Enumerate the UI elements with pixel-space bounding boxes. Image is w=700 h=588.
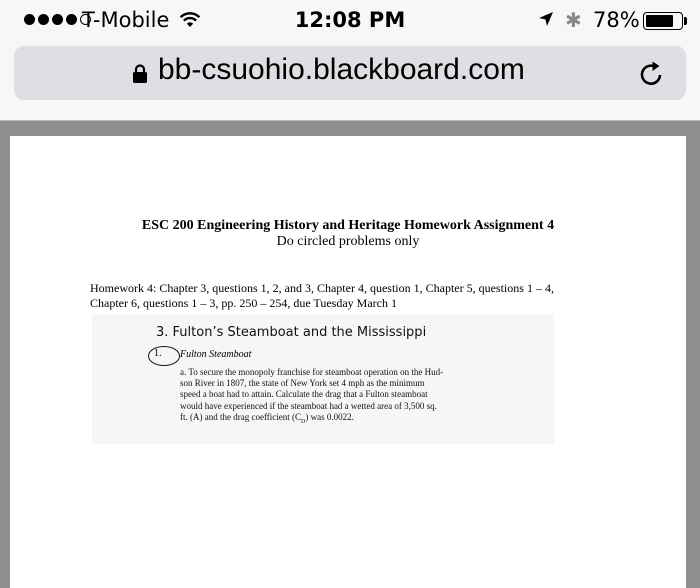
circled-problem-mark (148, 346, 180, 366)
problem-text-line: son River in 1807, the state of New York set 4 mph as the minimum (180, 378, 425, 389)
document-page (10, 136, 686, 588)
battery-percentage: 78% (593, 8, 640, 32)
homework-line: Chapter 6, questions 1 – 3, pp. 250 – 254, due Tuesday March 1 (90, 296, 397, 310)
problem-text (180, 367, 515, 428)
battery-tip (684, 17, 687, 25)
excerpt-heading: 3. Fulton’s Steamboat and the Mississippi (156, 325, 427, 340)
lock-icon (132, 64, 148, 84)
document-subtitle: Do circled problems only (276, 234, 420, 249)
homework-description (90, 281, 630, 311)
location-arrow-icon (538, 11, 554, 27)
problem-text-line: speed a boat had to attain. Calculate the drag that a Fulton steamboat (180, 389, 428, 400)
document-title: ESC 200 Engineering History and Heritage Homework Assignment 4 (141, 218, 555, 233)
battery-icon (643, 12, 683, 30)
status-time: 12:08 PM (294, 8, 406, 32)
address-bar[interactable] (14, 46, 686, 100)
reload-icon[interactable] (638, 58, 666, 88)
problem-text-line: ft. (A) and the drag coefficient $(C_D)$ was 0.0022. (180, 411, 354, 425)
status-bar (0, 0, 700, 42)
browser-chrome (0, 0, 700, 121)
problem-text-line: a. To secure the monopoly franchise for steamboat operation on the Hud- (180, 367, 444, 377)
problem-number: 1. (154, 348, 162, 359)
bluetooth-icon: ✱ (565, 8, 582, 32)
problem-text-line: would have experienced if the steamboat had a wetted area of 3,500 sq. (180, 400, 437, 411)
textbook-excerpt (92, 314, 554, 444)
url-text[interactable]: bb-csuohio.blackboard.com (158, 53, 525, 86)
homework-line: Homework 4: Chapter 3, questions 1, 2, and 3, Chapter 4, question 1, Chapter 5, questions 1 – 4, (90, 281, 554, 295)
carrier-name: T-Mobile (82, 8, 170, 32)
problem-title: Fulton Steamboat (180, 349, 252, 360)
battery-level (646, 15, 673, 27)
